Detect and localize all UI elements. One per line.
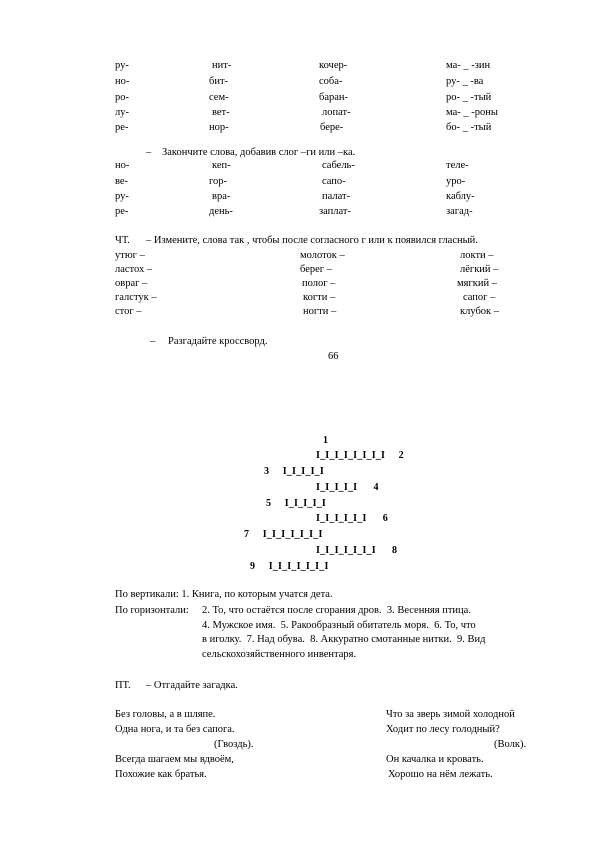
table-cell: бере- — [320, 122, 344, 133]
horizontal-clue-line: 2. То, что остаётся после сгорания дров. 3. Весенняя птица. — [202, 605, 471, 616]
table-cell: локти – — [460, 250, 494, 261]
table-cell: ро- _ -тый — [446, 92, 492, 103]
table-cell: сапог – — [463, 292, 496, 303]
riddle-answer: (Гвоздь). — [214, 739, 254, 750]
table-cell: бо- _ -тый — [446, 122, 492, 133]
task-instruction: Разгадайте кроссворд. — [168, 336, 268, 347]
table-cell: бит- — [209, 76, 229, 87]
riddle-line: Он качалка и кровать. — [386, 754, 484, 765]
riddle-line: Что за зверь зимой холодной — [386, 709, 515, 720]
table-cell: утюг – — [115, 250, 145, 261]
crossword-line: 3 I_I_I_I_I — [264, 466, 324, 477]
crossword-line: 5 I_I_I_I_I — [266, 498, 326, 509]
table-cell: стог – — [115, 306, 142, 317]
table-cell: ре- — [115, 206, 129, 217]
crossword-line: 1 — [323, 435, 329, 446]
task-instruction: – Измените, слова так , чтобы после согласного г или к появился гласный. — [146, 235, 478, 246]
riddle-line: Без головы, а в шляпе. — [115, 709, 216, 720]
crossword-line: I_I_I_I_I_I_I 8 — [316, 545, 398, 556]
table-cell: ма- _ -роны — [446, 107, 498, 118]
table-cell: мягкий – — [457, 278, 497, 289]
table-cell: молоток – — [300, 250, 345, 261]
riddle-answer: (Волк). — [494, 739, 527, 750]
table-cell: баран- — [319, 92, 349, 103]
table-cell: но- — [115, 76, 130, 87]
crossword-line: 9 I_I_I_I_I_I_I — [250, 561, 329, 572]
table-cell: клубок – — [460, 306, 500, 317]
table-cell: лопат- — [322, 107, 351, 118]
table-cell: ве- — [115, 176, 129, 187]
table-cell: но- — [115, 160, 130, 171]
table-cell: сабель- — [322, 160, 355, 171]
riddle-line: Ходит по лесу голодный? — [386, 724, 500, 735]
table-cell: кеп- — [212, 160, 231, 171]
task-instruction: Закончите слова, добавив слог –ги или –ка. — [162, 147, 356, 158]
table-cell: ре- — [115, 122, 129, 133]
crossword-line: I_I_I_I_I 4 — [316, 482, 379, 493]
crossword-line: 7 I_I_I_I_I_I_I — [244, 529, 323, 540]
table-cell: овраг – — [115, 278, 148, 289]
table-cell: сапо- — [322, 176, 346, 187]
table-cell: день- — [209, 206, 233, 217]
table-cell: галстук – — [115, 292, 157, 303]
vertical-clues: По вертикали: 1. Книга, по которым учатся дета. — [115, 589, 333, 600]
crossword-line: I_I_I_I_I_I_I_I 2 — [316, 450, 404, 461]
table-cell: палат- — [322, 191, 351, 202]
table-cell: ногти – — [303, 306, 337, 317]
horizontal-clue-line: 4. Мужское имя. 5. Ракообразный обитатель моря. 6. То, что — [202, 620, 476, 631]
table-cell: сем- — [209, 92, 229, 103]
riddle-line: Хорошо на нём лежать. — [388, 769, 493, 780]
table-cell: кочер- — [319, 60, 348, 71]
table-cell: ру- — [115, 191, 129, 202]
table-cell: нор- — [209, 122, 229, 133]
table-cell: берег – — [300, 264, 332, 275]
table-cell: лёгкий – — [460, 264, 499, 275]
table-cell: заплат- — [319, 206, 352, 217]
task-prefix: ЧТ. — [115, 235, 130, 246]
table-cell: соба- — [319, 76, 343, 87]
riddle-line: Одна нога, и та без сапога. — [115, 724, 235, 735]
horizontal-clue-line: в иголку. 7. Над обува. 8. Аккуратно смотанные нитки. 9. Вид — [202, 634, 486, 645]
horizontal-clue-line: сельскохозяйственного инвентаря. — [202, 649, 357, 660]
task-dash: – — [146, 147, 152, 158]
crossword-line: I_I_I_I_I_I 6 — [316, 513, 388, 524]
table-cell: ру- — [115, 60, 129, 71]
task-dash: – — [150, 336, 156, 347]
table-cell: ма- _ -зин — [446, 60, 491, 71]
task-prefix: ПТ. — [115, 680, 131, 691]
table-cell: ро- — [115, 92, 129, 103]
table-cell: ру- _ -ва — [446, 76, 484, 87]
table-cell: вра- — [212, 191, 231, 202]
table-cell: когти – — [303, 292, 336, 303]
page-number: 66 — [328, 351, 339, 362]
table-cell: гор- — [209, 176, 228, 187]
riddle-line: Похожие как братья. — [115, 769, 207, 780]
riddle-line: Всегда шагаем мы вдвоём, — [115, 754, 234, 765]
table-cell: уро- — [446, 176, 466, 187]
table-cell: загад- — [446, 206, 473, 217]
task-instruction: – Отгадайте загадка. — [146, 680, 238, 691]
table-cell: лу- — [115, 107, 129, 118]
table-cell: полог – — [302, 278, 336, 289]
table-cell: нит- — [212, 60, 232, 71]
table-cell: вет- — [212, 107, 230, 118]
table-cell: каблу- — [446, 191, 475, 202]
table-cell: ластох – — [115, 264, 153, 275]
table-cell: теле- — [446, 160, 469, 171]
horizontal-clues-label: По горизонтали: — [115, 605, 189, 616]
